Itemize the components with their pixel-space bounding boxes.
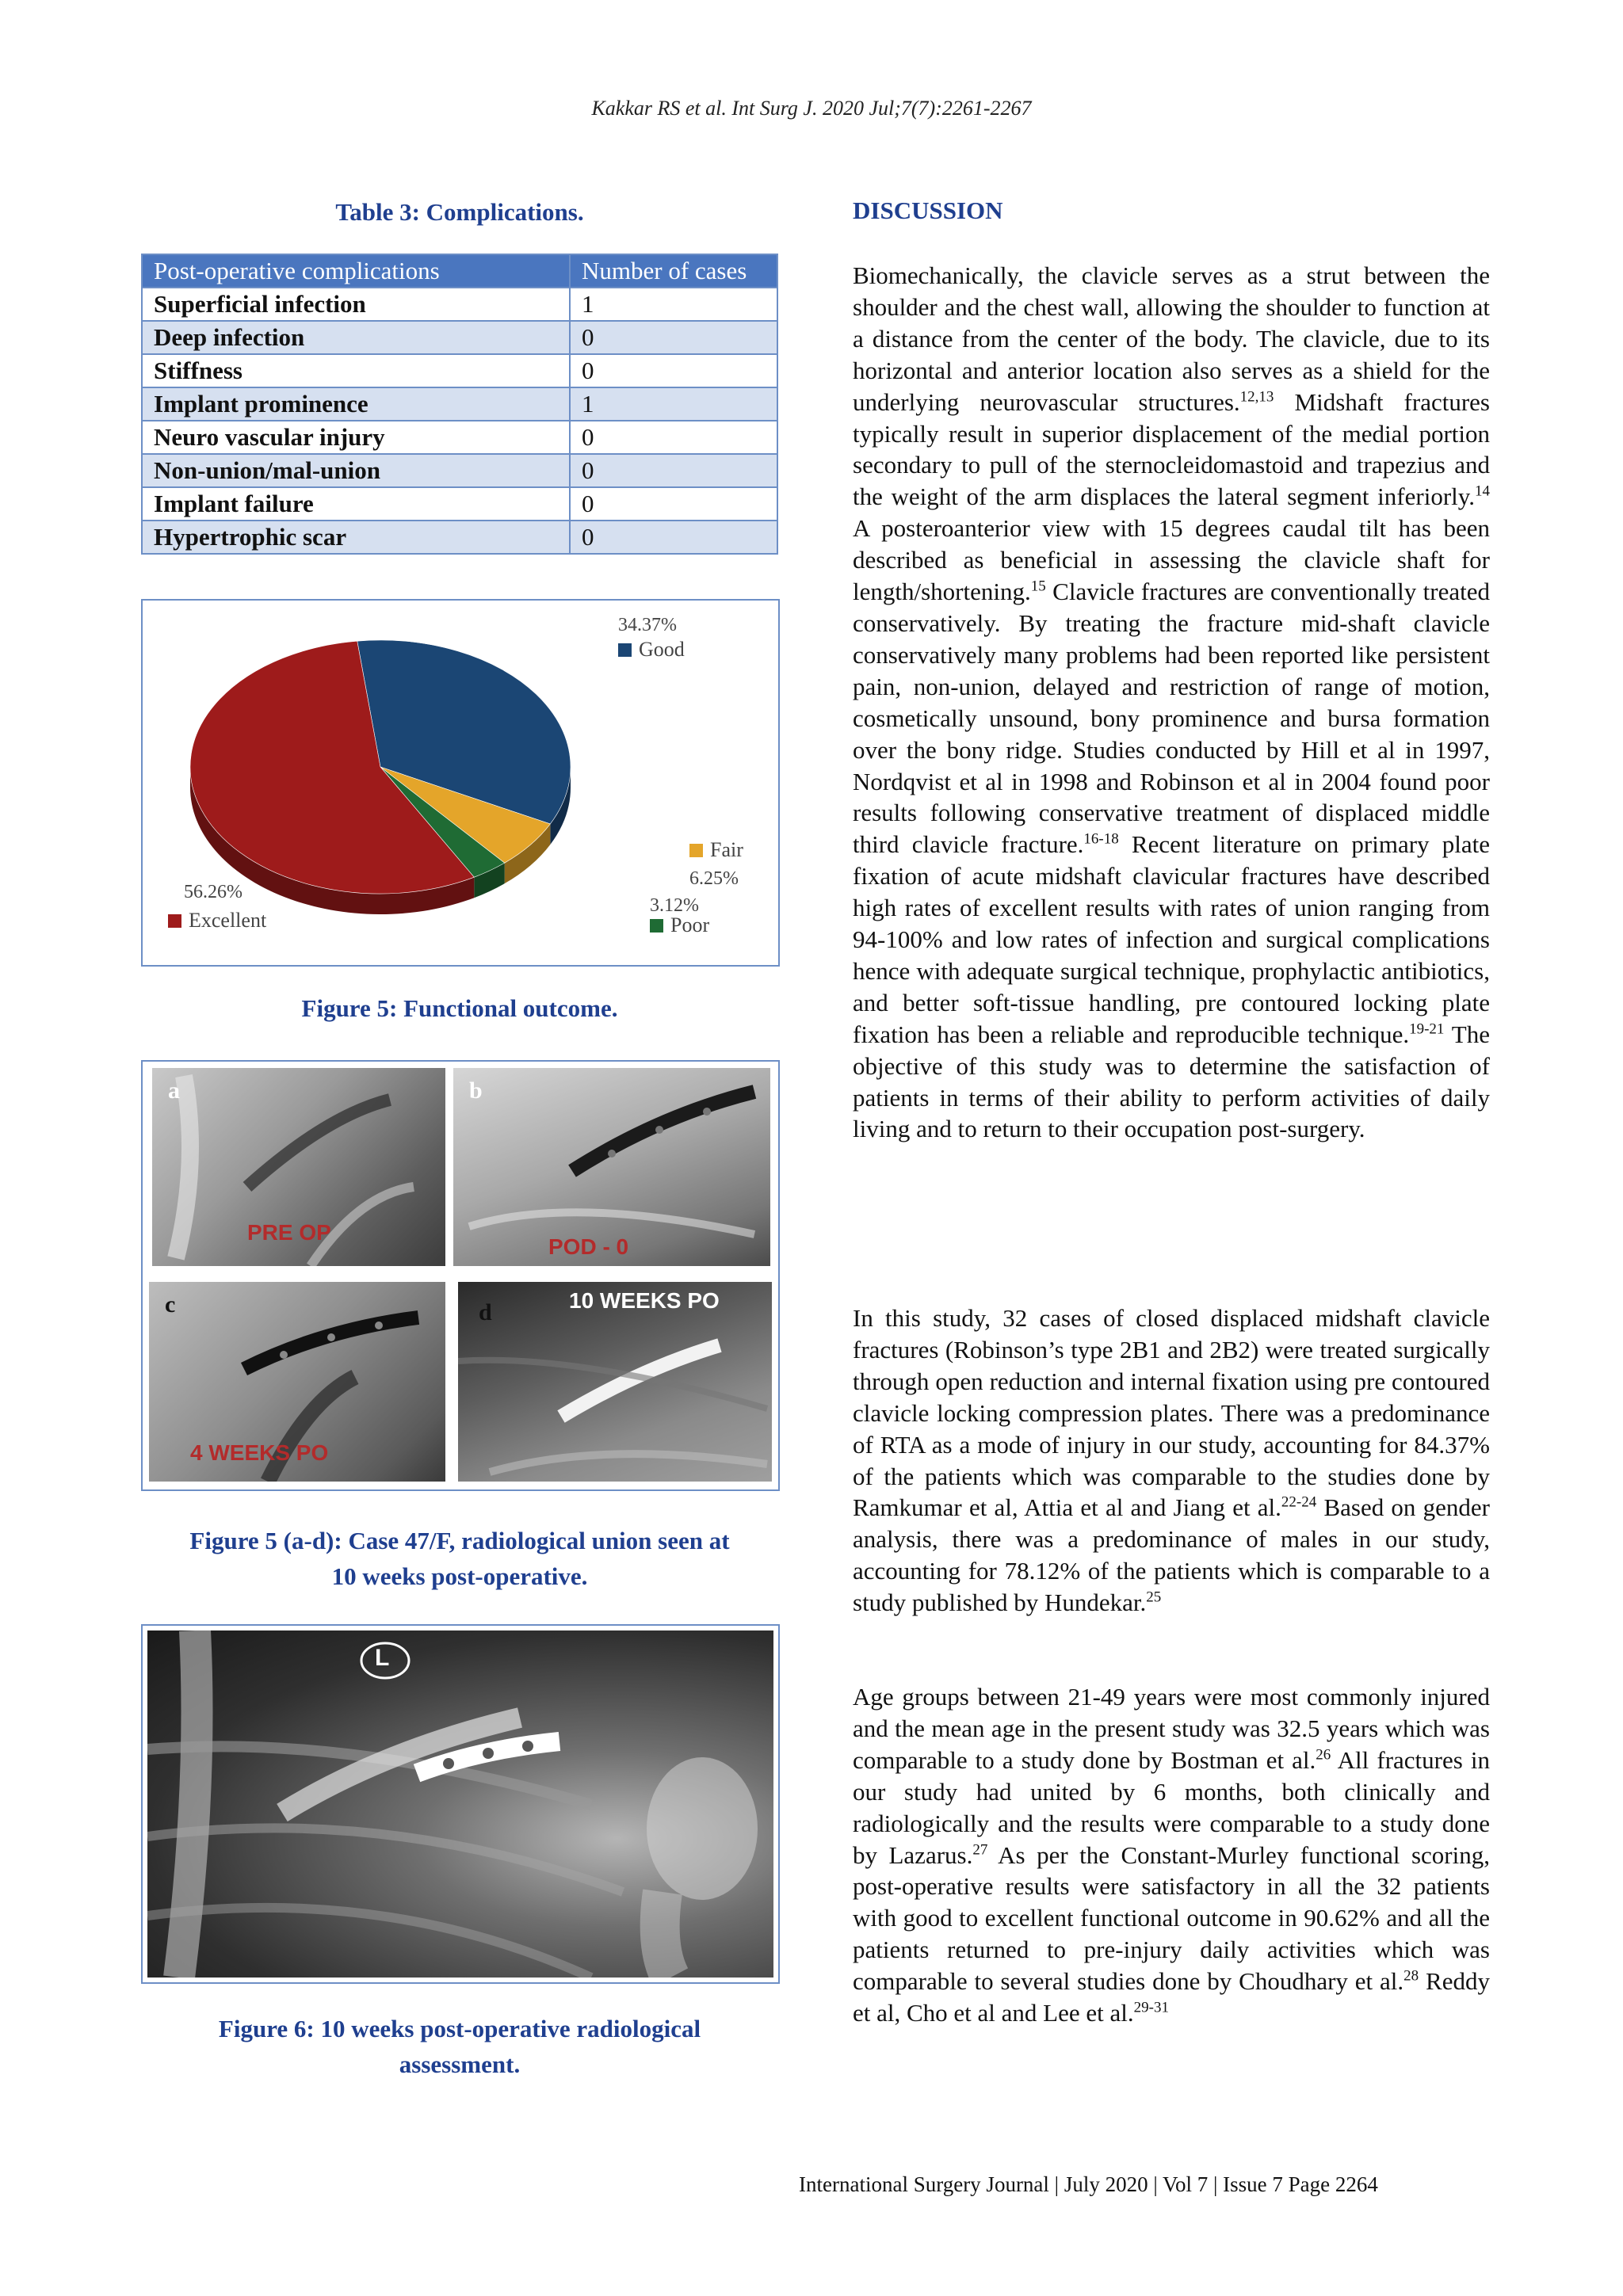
citation: 19-21 [1409, 1020, 1445, 1038]
table-cell: Superficial infection [142, 288, 570, 321]
table-cell: 0 [570, 354, 777, 387]
table-cell: Implant prominence [142, 387, 570, 421]
table-header-row [142, 254, 777, 288]
pie-value-label-good: 34.37% [618, 615, 677, 635]
legend-swatch-excellent [168, 914, 181, 928]
table-cell: 0 [570, 321, 777, 354]
panel-letter-b: b [469, 1077, 483, 1104]
table-cell: Non-union/mal-union [142, 454, 570, 487]
table-cell: 0 [570, 454, 777, 487]
panel-letter-c: c [165, 1291, 176, 1318]
xray-panel-a [152, 1068, 445, 1266]
legend-swatch-poor [650, 919, 663, 933]
discussion-heading: DISCUSSION [853, 196, 1003, 224]
panel-letter-a: a [168, 1077, 180, 1104]
table-row [142, 487, 777, 521]
citation: 28 [1403, 1967, 1419, 1985]
figure5-caption: Figure 5: Functional outcome. [301, 994, 618, 1022]
table-row [142, 421, 777, 454]
figure5ad-caption-line2: 10 weeks post-operative. [331, 1562, 588, 1590]
table-cell: Deep infection [142, 321, 570, 354]
table-cell: 0 [570, 421, 777, 454]
citation: 26 [1316, 1746, 1331, 1764]
xray-panel-d [458, 1282, 772, 1482]
figure6-caption-line2: assessment. [399, 2050, 521, 2078]
table-row [142, 454, 777, 487]
text-run: All fractures in our study had united by 6 months, both clinically and radiologically and the results were comparable to a study done by Lazarus. [853, 1745, 1490, 1869]
pie-value-label-excellent: 56.26% [184, 882, 242, 902]
panel-letter-d: d [479, 1299, 492, 1325]
text-run: Midshaft fractures typically result in superior displacement of the medial portion secondary to pull of the sternocleidomastoid and trapezius and the weight of the arm displaces the lateral segment inferiorly. [853, 387, 1490, 511]
text-run: Clavicle fractures are conventionally treated conservatively. By treating the fracture mid-shaft clavicle conservatively many problems had been reported like persistent pain, non-union, delayed and restriction of range of motion, cosmetically unsound, bony prominence and bursa formation over the bony ridge. Studies conducted by Hill et al in 1997, Nordqvist et al in 1998 and Robinson et al in 2004 found poor results following conservative treatment of displaced middle third clavicle fracture. [853, 578, 1490, 859]
figure6-caption-line1: Figure 6: 10 weeks post-operative radiological [218, 2015, 701, 2042]
running-head: Kakkar RS et al. Int Surg J. 2020 Jul;7(7):2261-2267 [591, 97, 1032, 120]
citation: 14 [1475, 483, 1490, 501]
figure5ad-caption [119, 1523, 800, 1594]
table-row [142, 521, 777, 554]
text-run: A posteroanterior view with 15 degrees caudal tilt has been described as beneficial in assessing the clavicle shaft for length/shortening. [853, 514, 1490, 606]
text-run: Age groups between 21-49 years were most commonly injured and the mean age in the present study was 32.5 years which was comparable to a study done by Bostman et al. [853, 1683, 1490, 1774]
discussion-paragraph-2 [853, 1302, 1490, 1619]
legend-swatch-fair [689, 844, 703, 857]
table-row [142, 321, 777, 354]
citation: 15 [1030, 578, 1046, 595]
figure5ad-caption-line1: Figure 5 (a-d): Case 47/F, radiological union seen at [189, 1527, 730, 1554]
figure6-caption [141, 2011, 778, 2082]
xray-art [147, 1630, 773, 1978]
table-cell: 1 [570, 288, 777, 321]
discussion-paragraph-3 [853, 1681, 1490, 2029]
legend-swatch-good [618, 643, 632, 657]
pie-value-label-poor: 3.12% [650, 895, 699, 916]
xray-panel-b [453, 1068, 770, 1266]
table-cell: Stiffness [142, 354, 570, 387]
page-footer: International Surgery Journal | July 2020 | Vol 7 | Issue 7 Page 2264 [799, 2172, 1378, 2196]
text-run: Recent literature on primary plate fixation of acute midshaft clavicular fractures have described high rates of excellent results with rates of union ranging from 94-100% and low rates of infection and surgical complications hence with adequate surgical technique, prophylactic antibiotics, and better soft-tissue handling, pre contoured locking plate fixation has been a reliable and reproducible technique. [853, 830, 1490, 1048]
citation: 25 [1146, 1589, 1162, 1606]
figure6-frame [141, 1624, 780, 1984]
complications-table [141, 254, 778, 555]
text-run: In this study, 32 cases of closed displaced midshaft clavicle fractures (Robinson’s type 2B1 and 2B2) were treated surgically through open reduction and internal fixation using pre contoured clavicle locking compression plates. There was a predominance of RTA as a mode of injury in our study, accounting for 84.37% of the patients which was comparable to the studies done by Ramkumar et al, Attia et al and Jiang et al. [853, 1304, 1490, 1522]
table-header-cell: Number of cases [570, 254, 777, 288]
legend-label-fair: Fair [710, 838, 743, 861]
panel-text-b: POD - 0 [548, 1234, 629, 1259]
text-run: Reddy et al, Cho et al and Lee et al. [853, 1967, 1490, 2027]
citation: 12,13 [1239, 388, 1274, 406]
discussion-paragraph-1 [853, 260, 1490, 1145]
table-row [142, 387, 777, 421]
table-cell: Hypertrophic scar [142, 521, 570, 554]
table-caption: Table 3: Complications. [335, 198, 584, 226]
text-run: As per the Constant-Murley functional scoring, post-operative results were satisfactory in all the 32 patients with good to excellent functional outcome in 90.62% and all the patients returned to pre-injury daily activities which was comparable to several studies done by Choudhary et al. [853, 1840, 1490, 1996]
pie-chart [143, 601, 778, 965]
table-cell: 0 [570, 521, 777, 554]
table-cell: Neuro vascular injury [142, 421, 570, 454]
text-run: The objective of this study was to determine the satisfaction of patients in terms of their ability to perform activities of daily living and to return to their occupation post-surgery. [853, 1020, 1490, 1143]
text-run: Based on gender analysis, there was a predominance of males in our study, accounting for 78.12% of the patients which is comparable to a study published by Hundekar. [853, 1493, 1490, 1617]
text-run: Biomechanically, the clavicle serves as a strut between the shoulder and the chest wall, allowing the shoulder to function at a distance from the center of the body. The clavicle, due to its horizontal and anterior location also serves as a shield for the underlying neurovascular structures. [853, 261, 1490, 416]
xray-grid-figure [141, 1060, 780, 1491]
figure6-marker-label: L [375, 1645, 390, 1671]
xray-panel-c [149, 1282, 445, 1482]
citation: 22-24 [1281, 1494, 1317, 1512]
table-cell: 0 [570, 487, 777, 521]
table-row [142, 354, 777, 387]
legend-label-excellent: Excellent [189, 909, 267, 932]
legend-label-good: Good [639, 638, 685, 661]
pie-figure [141, 599, 780, 967]
panel-text-d: 10 WEEKS PO [569, 1288, 720, 1313]
citation: 16-18 [1083, 830, 1119, 848]
panel-text-c: 4 WEEKS PO [190, 1440, 329, 1465]
citation: 29-31 [1133, 1999, 1169, 2016]
table-cell: 1 [570, 387, 777, 421]
figure6-xray [147, 1630, 773, 1978]
table-cell: Implant failure [142, 487, 570, 521]
legend-label-poor: Poor [670, 913, 710, 936]
table-header-cell: Post-operative complications [142, 254, 570, 288]
citation: 27 [972, 1841, 988, 1859]
panel-text-a: PRE OP [247, 1220, 331, 1245]
pie-value-label-fair: 6.25% [689, 868, 739, 889]
table-row [142, 288, 777, 321]
